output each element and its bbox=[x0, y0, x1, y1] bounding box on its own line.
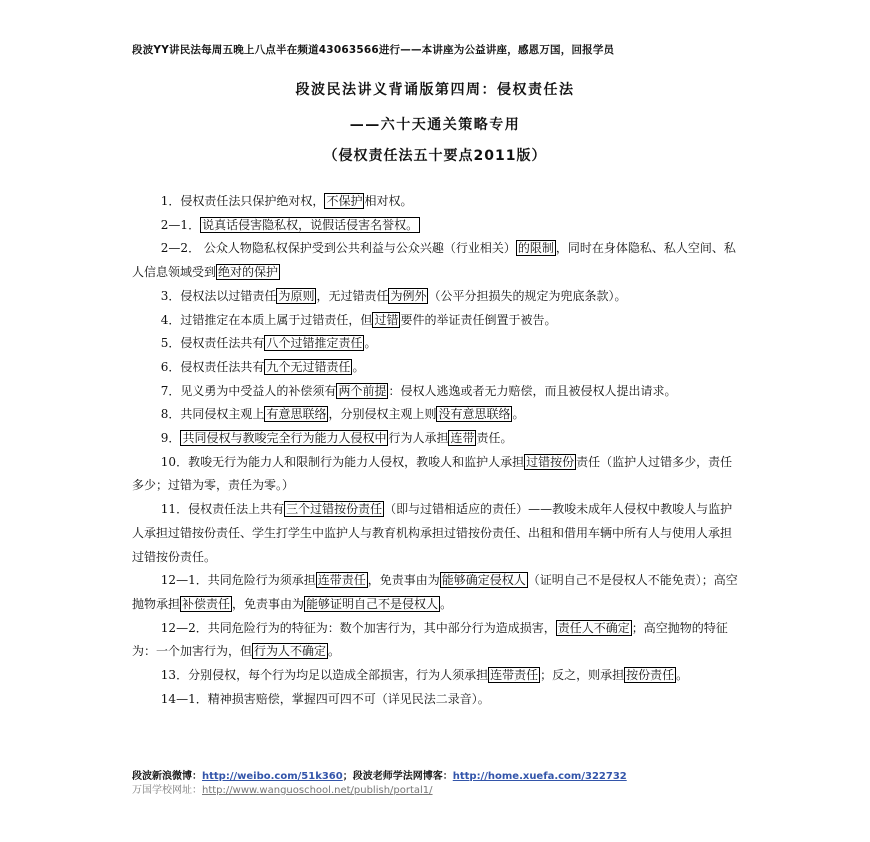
point-text: 13．分别侵权，每个行为均足以造成全部损害，行为人须承担 bbox=[160, 668, 489, 683]
point-text: ；反之，则承担 bbox=[540, 668, 625, 683]
document-edition: （侵权责任法五十要点2011版） bbox=[323, 148, 547, 164]
boxed-term: 过错按份 bbox=[526, 454, 575, 469]
point-1 bbox=[132, 190, 742, 214]
boxed-term: 连带 bbox=[450, 431, 475, 446]
boxed-term: 连带责任 bbox=[490, 668, 539, 683]
boxed-term: 连带责任 bbox=[317, 573, 366, 588]
boxed-term: 过错 bbox=[374, 312, 399, 327]
point-text: （即与过错相适应的责任）——教唆未成年人侵权中教唆人与监护人承担过错按份责任、学生打学生中监护人与教育机构承担过错按份责任、出租和借用车辆中所有人与使用人承担过错按份责任。 bbox=[132, 502, 733, 564]
header-announcement: 段波YY讲民法每周五晚上八点半在频道43063566进行——本讲座为公益讲座，感恩万国，回报学员 bbox=[132, 44, 615, 56]
point-text: ，免责事由为 bbox=[232, 596, 305, 611]
boxed-term: 的限制 bbox=[517, 241, 554, 256]
boxed-term: 为例外 bbox=[390, 288, 427, 303]
boxed-term: 行为人不确定 bbox=[254, 644, 327, 659]
boxed-term: 补偿责任 bbox=[182, 596, 231, 611]
point-10 bbox=[132, 451, 742, 498]
point-text: 5．侵权责任法共有 bbox=[160, 336, 265, 351]
boxed-term: 没有意思联络 bbox=[438, 407, 511, 422]
document-body bbox=[132, 190, 742, 711]
boxed-term: 九个无过错责任 bbox=[266, 359, 351, 374]
school-link[interactable]: http://www.wanguoschool.net/publish/portal1/ bbox=[202, 785, 433, 796]
point-12-1 bbox=[132, 569, 742, 616]
point-5 bbox=[132, 332, 742, 356]
point-3 bbox=[132, 285, 742, 309]
point-text: 。 bbox=[328, 644, 341, 659]
point-text: ，无过错责任 bbox=[316, 288, 389, 303]
weibo-link[interactable]: http://weibo.com/51k360 bbox=[202, 771, 343, 782]
point-text: 。 bbox=[364, 336, 377, 351]
point-text: 责任（监护人过错多少，责任多少；过错为零，责任为零。） bbox=[132, 454, 733, 493]
point-text: 责任。 bbox=[476, 431, 513, 446]
footer-links bbox=[132, 767, 627, 782]
weibo-label: 段波新浪微博： bbox=[132, 771, 202, 782]
point-text: 8．共同侵权主观上 bbox=[160, 407, 265, 422]
point-text: 2—2． 公众人物隐私权保护受到公共利益与公众兴趣（行业相关） bbox=[160, 241, 516, 256]
document-subtitle: ——六十天通关策略专用 bbox=[349, 117, 521, 133]
boxed-term: 绝对的保护 bbox=[218, 265, 279, 280]
point-text: 14—1．精神损害赔偿，掌握四可四不可（详见民法二录音）。 bbox=[160, 691, 490, 706]
boxed-term: 八个过错推定责任 bbox=[266, 336, 363, 351]
point-text: 相对权。 bbox=[364, 194, 413, 208]
point-4 bbox=[132, 309, 742, 333]
footer-school bbox=[132, 781, 433, 796]
boxed-term: 有意思联络 bbox=[266, 407, 327, 422]
point-text: 12—2．共同危险行为的特征为：数个加害行为，其中部分行为造成损害， bbox=[160, 620, 556, 635]
point-text: 11．侵权责任法上共有 bbox=[160, 502, 285, 517]
boxed-term: 三个过错按份责任 bbox=[286, 502, 383, 517]
point-13 bbox=[132, 664, 742, 688]
point-text: （证明自己不是侵权人不能免责）；高空抛物承担 bbox=[132, 573, 738, 611]
point-text: 行为人承担 bbox=[388, 431, 449, 446]
point-text: 10．教唆无行为能力人和限制行为能力人侵权，教唆人和监护人承担 bbox=[160, 454, 525, 469]
point-text: 12—1．共同危险行为须承担 bbox=[160, 573, 316, 588]
blog-label: ；段波老师学法网博客： bbox=[342, 771, 453, 782]
point-7 bbox=[132, 380, 742, 404]
point-text: ，分别侵权主观上则 bbox=[328, 407, 437, 422]
point-text: ：侵权人逃逸或者无力赔偿，而且被侵权人提出请求。 bbox=[388, 383, 677, 398]
point-text: 3．侵权法以过错责任 bbox=[160, 288, 277, 303]
point-text: ；高空抛物的特征为：一个加害行为，但 bbox=[132, 620, 728, 659]
boxed-term: 说真话侵害隐私权，说假话侵害名誉权。 bbox=[202, 217, 419, 232]
boxed-term: 两个前提 bbox=[338, 383, 387, 398]
point-text: （公平分担损失的规定为兜底条款）。 bbox=[428, 288, 627, 303]
point-text: 1．侵权责任法只保护绝对权， bbox=[160, 194, 325, 208]
point-text: 要件的举证责任倒置于被告。 bbox=[400, 312, 557, 327]
point-text: 6．侵权责任法共有 bbox=[160, 359, 265, 374]
point-text: 。 bbox=[352, 359, 365, 374]
blog-link[interactable]: http://home.xuefa.com/322732 bbox=[452, 771, 627, 782]
boxed-term: 责任人不确定 bbox=[557, 620, 630, 635]
point-text: 。 bbox=[512, 407, 525, 422]
point-6 bbox=[132, 356, 742, 380]
point-text: ，同时在身体隐私、私人空间、私人信息领域受到 bbox=[132, 241, 736, 280]
point-12-2 bbox=[132, 617, 742, 664]
point-text: ，免责事由为 bbox=[367, 573, 440, 588]
point-text: 7．见义勇为中受益人的补偿须有 bbox=[160, 383, 337, 398]
boxed-term: 能够确定侵权人 bbox=[441, 573, 526, 588]
point-14-1 bbox=[132, 688, 742, 712]
point-text: 2—1． bbox=[160, 217, 201, 232]
point-2-2 bbox=[132, 237, 742, 284]
point-2-1 bbox=[132, 214, 742, 238]
boxed-term: 不保护 bbox=[326, 194, 363, 208]
boxed-term: 共同侵权与教唆完全行为能力人侵权中 bbox=[182, 431, 387, 446]
point-11 bbox=[132, 498, 742, 569]
point-8 bbox=[132, 403, 742, 427]
point-text: 9． bbox=[160, 431, 181, 446]
point-text: 。 bbox=[440, 596, 453, 611]
school-label: 万国学校网址： bbox=[132, 785, 202, 796]
point-text: 。 bbox=[676, 668, 689, 683]
document-title: 段波民法讲义背诵版第四周：侵权责任法 bbox=[295, 82, 575, 98]
point-9 bbox=[132, 427, 742, 451]
boxed-term: 能够证明自己不是侵权人 bbox=[306, 596, 439, 611]
point-text: 4．过错推定在本质上属于过错责任，但 bbox=[160, 312, 373, 327]
boxed-term: 按份责任 bbox=[626, 668, 675, 683]
boxed-term: 为原则 bbox=[278, 288, 315, 303]
